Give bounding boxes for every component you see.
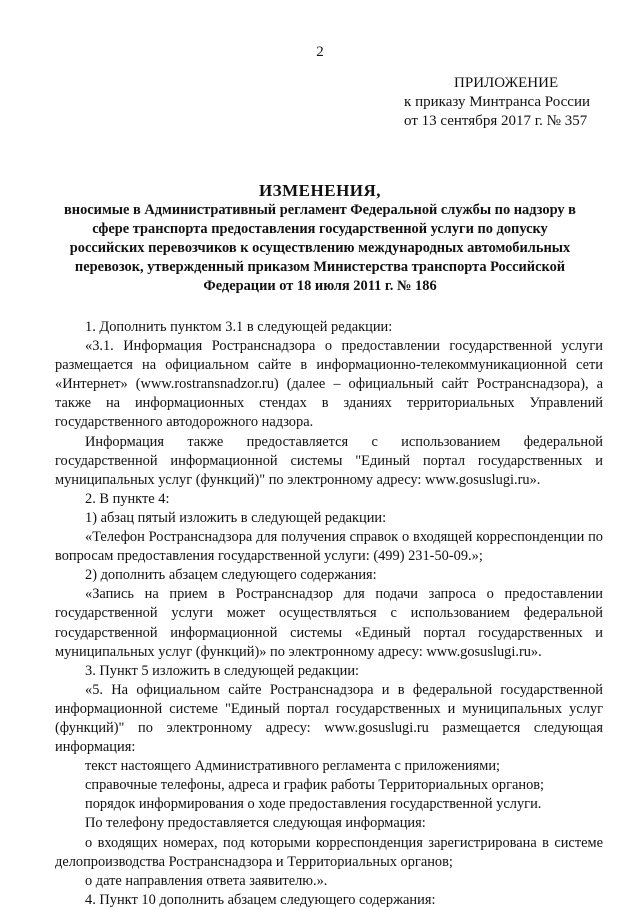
paragraph: 2) дополнить абзацем следующего содержания: [85, 567, 377, 584]
paragraph: 1) абзац пятый изложить в следующей редакции: [85, 509, 387, 526]
paragraph: 3. Пункт 5 изложить в следующей редакции: [85, 662, 360, 679]
paragraph: текст настоящего Административного регламента с приложениями; [85, 758, 501, 775]
appendix-title: ПРИЛОЖЕНИЕ [454, 75, 559, 91]
paragraph: Информация также предоставляется с использованием федеральной государственной информационной системы "Единый портал государственных и муниципальных услуг (функций)" по электронному адресу: www.gosuslugi.ru». [55, 433, 603, 488]
page-number: 2 [316, 44, 324, 60]
paragraph: 4. Пункт 10 дополнить абзацем следующего содержания: [85, 891, 436, 908]
appendix-header [404, 74, 590, 131]
paragraph: 2. В пункте 4: [85, 490, 170, 507]
paragraph: справочные телефоны, адреса и график работы Территориальных органов; [85, 777, 545, 794]
paragraph: 1. Дополнить пунктом 3.1 в следующей редакции: [85, 319, 393, 335]
appendix-order: к приказу Минтранса России [404, 94, 590, 110]
document-title: ИЗМЕНЕНИЯ, [258, 181, 382, 200]
paragraph: «3.1. Информация Ространснадзора о предоставлении государственной услуги размещается на официальном сайте в информационно-телекоммуникационной сети «Интернет» (www.rostransnadzor.ru) (далее – официальный сайт Ространснадзора), а также на информационных стендах в зданиях территориальных Управлений государственного автодорожного надзора. [55, 338, 603, 431]
paragraph: о дате направления ответа заявителю.». [85, 872, 328, 889]
paragraph: порядок информирования о ходе предоставления государственной услуги. [85, 796, 542, 813]
paragraph: По телефону предоставляется следующая информация: [85, 815, 426, 832]
document-body [55, 318, 603, 910]
paragraph: о входящих номерах, под которыми корреспонденция зарегистрирована в системе делопроизводства Ространснадзора и Территориальных органов; [55, 834, 603, 870]
paragraph: «Запись на прием в Ространснадзор для подачи запроса о предоставлении государственной услуги может осуществляться с использованием федеральной государственной информационной системы «Единый портал государственных и муниципальных услуг (функций)» по электронному адресу: www.gosuslugi.ru». [55, 586, 603, 660]
paragraph: «Телефон Ространснадзора для получения справок о входящей корреспонденции по вопросам предоставления государственной услуги: (499) 231-50-09.»; [55, 529, 603, 565]
paragraph: «5. На официальном сайте Ространснадзора и в федеральной государственной информационной системе "Единый портал государственных и муниципальных услуг (функций)" по электронному адресу: www.gosuslugi.ru размещается следующая информация: [55, 681, 603, 756]
document-subtitle: вносимые в Административный регламент Федеральной службы по надзору в сфере транспорта предоставления государственной услуги по допуску российских перевозчиков к осуществлению международных автомобильных перевозок, утвержденный приказом Министерства транспорта Российской Федерации от 18 июля 2011 г. № 186 [64, 202, 576, 294]
appendix-date: от 13 сентября 2017 г. № 357 [404, 113, 588, 129]
